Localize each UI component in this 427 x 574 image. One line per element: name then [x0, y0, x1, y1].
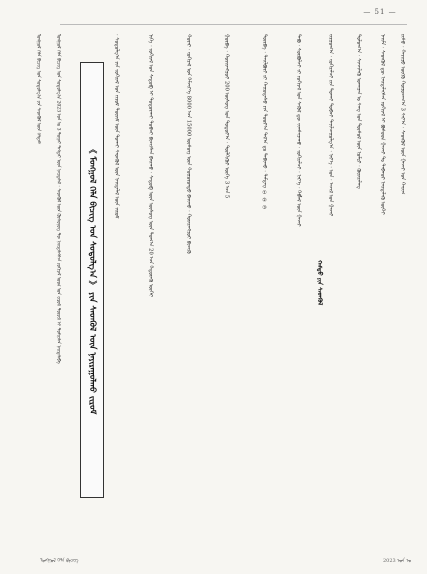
body-column-10: ᠶᠢᠰᠦ · ᠬᠠᠷᠢᠭᠤ ᠦᠭᠬᠦ ᠬᠤᠭᠤᠴᠠᠭ᠎ᠠ 3 ᠰᠠᠷ᠎ᠠ · ᠰᠡᠳᠬᠦᠯ ᠦᠨ ᠭᠠᠵᠠᠷ ᠤᠨ ᠬᠠᠶᠢᠭ [399, 34, 406, 195]
section-heading: ᠬᠠᠮᠲᠤ ᠶᠢᠨ ᠰᠡᠳᠬᠦᠯ [316, 260, 323, 306]
body-column-6: ᠲᠠᠪᠤ · ᠰᠤᠷᠪᠤᠯᠵᠢ ᠵᠢ ᠵᠣᠬᠢᠶᠠᠯ ᠤᠨ ᠰᠡᠭᠦᠯ ᠳᠦ ᠵᠢᠭᠰᠠᠭᠠᠬᠤ · ᠵᠣᠬᠢᠶᠠᠯᠴᠢ · ᠨᠡᠷ᠎ᠡ · ᠬᠡᠪᠯᠡᠯ ᠦᠨ ᠭᠠᠵᠠᠷ [295, 34, 302, 227]
footnote-column: ᠮᠣᠩᠭᠣᠯ ᠬᠡᠯᠡ ᠪᠢᠴᠢᠭ᠌ ᠤᠨ ᠰᠤᠳᠤᠯᠭ᠎ᠠ ᠶᠢᠨ ᠰᠡᠳᠬᠦᠯ ᠦᠨ ᠬᠡᠯᠲᠡᠰ [35, 34, 41, 145]
header-rule [60, 24, 407, 25]
article-title: 《 ᠮᠣᠩᠭᠣᠯ ᠬᠡᠯᠡ ᠪᠢᠴᠢᠭ᠌ ᠤᠨ ᠰᠤᠳᠤᠯᠭ᠎ᠠ 》 ᠶᠢᠨ ᠰᠡᠳᠬᠦᠯ ᠦᠨ ᠨᠠᠶᠢᠷᠠᠭᠤᠯᠬᠤ ᠵᠢᠷᠤᠮ [80, 62, 104, 498]
page-number: — 51 — [363, 8, 397, 16]
body-column-9: ᠨᠠᠢᠮᠠ · ᠰᠡᠳᠬᠦᠯ ᠳᠦ ᠨᠡᠢᠲᠡᠯᠡᠭᠰᠡᠨ ᠵᠣᠬᠢᠶᠠᠯ ᠢ ᠪᠤᠰᠤᠳ ᠭᠠᠵᠠᠷ ᠲᠤ ᠳᠠᠪᠬᠤᠷ ᠨᠡᠢᠲᠡᠯᠡᠬᠦ ᠦᠭᠡᠢ [379, 34, 386, 215]
body-column-3: ᠬᠣᠶᠠᠷ · ᠵᠣᠬᠢᠶᠠᠯ ᠤᠨ ᠬᠡᠮᠵᠢᠶ᠎ᠡ 8000 ᠡᠴᠡ 15000 ᠦᠰᠦᠭ ᠦᠨ ᠬᠣᠭᠣᠷᠣᠨᠳᠣ ᠪᠠᠢᠬᠤ · ᠬᠤᠷᠢᠶᠠᠩᠭᠤᠢ ᠪᠢᠴᠢᠬᠦ [185, 34, 192, 254]
body-column-2: ᠨᠢᠭᠡ · ᠵᠣᠬᠢᠶᠠᠯ ᠤᠨ ᠰᠡᠳᠦᠪ ᠢ ᠲᠣᠳᠣᠷᠬᠠᠢ ᠲᠣᠪᠴᠢ ᠪᠢᠴᠢᠭᠰᠡᠨ ᠪᠠᠢᠬᠤ · ᠰᠡᠳᠦᠪ ᠦᠨ ᠦᠰᠦᠭ ᠦᠨ ᠲᠣᠭ᠎ᠠ 20 ᠡᠴᠡ ᠬᠡᠲᠦᠷᠡᠬᠦ ᠦᠭᠡᠢ [147, 34, 154, 298]
intro-column-1: ᠮᠣᠩᠭᠣᠯ ᠬᠡᠯᠡ ᠪᠢᠴᠢᠭ᠌ ᠤᠨ ᠰᠤᠳᠤᠯᠭ᠎ᠠ 2023 ᠣᠨ ᠤ 3 ᠳᠤᠭᠠᠷ ᠳᠡᠭᠳᠡᠷ ᠦᠨ ᠨᠡᠢᠲᠡᠯᠡᠯ · ᠰᠡᠳᠬᠦᠯ ᠦᠨ ᠬᠦᠰᠦᠨᠦᠭ ᠲᠦ ᠨᠡᠢᠲᠡᠯᠡᠭᠰᠡᠨ ᠵᠣᠬᠢᠶᠠᠯ ᠤᠳ ᠤᠨ ᠵᠢᠷᠤᠮ ᠳᠦᠷᠢᠮ ᠢ ᠲᠣᠮᠢᠶᠠᠯᠠᠨ ᠨᠡᠢᠲᠡᠯᠡᠪᠡ [55, 34, 61, 364]
body-column-8: ᠳᠣᠯᠣᠭ᠎ᠠ · ᠰᠢᠨᠵᠢᠯᠡᠬᠦ ᠤᠬᠠᠭᠠᠨ ᠤ ᠰᠠᠩ ᠤᠨ ᠲᠥᠰᠦᠯ ᠦᠨ ᠨᠣᠮᠸᠷ · ᠬᠦᠷᠢᠶᠡᠯᠡᠩ [355, 34, 362, 189]
body-column-1: · ᠰᠤᠳᠤᠯᠭ᠎ᠠ ᠶᠢᠨ ᠵᠣᠬᠢᠶᠠᠯ ᠤᠨ ᠵᠢᠷᠤᠮ ᠳᠦᠷᠢᠮ ᠦᠨ ᠲᠤᠬᠠᠢ ᠰᠡᠳᠬᠦᠯ ᠦᠨ ᠨᠡᠢᠲᠡᠯᠡᠯ ᠦᠨ ᠵᠢᠷᠤᠮ [113, 34, 120, 219]
footer-journal-name: ᠮᠣᠩᠭᠣᠯ ᠬᠡᠯᠡ ᠪᠢᠴᠢᠭ᠌ [40, 558, 79, 564]
body-column-7: ᠵᠢᠷᠭᠤᠭ᠎ᠠ · ᠵᠣᠬᠢᠶᠠᠯᠴᠢ ᠶᠢᠨ ᠲᠤᠬᠠᠢ ᠲᠣᠪᠴᠢ ᠲᠠᠨᠢᠯᠴᠠᠭᠤᠯᠭ᠎ᠠ · ᠨᠡᠷ᠎ᠡ · ᠣᠨ · ᠠᠵᠢᠯ ᠤᠨ ᠭᠠᠵᠠᠷ [327, 34, 334, 217]
footer-issue: 2023 ᠣᠨ ᠤ [382, 558, 411, 564]
body-column-4: ᠭᠤᠷᠪᠠ · ᠬᠤᠷᠢᠶᠠᠩᠭᠤᠢ 200 ᠦᠰᠦᠭ ᠤᠨ ᠳᠣᠲᠣᠷ᠎ᠠ · ᠲᠦᠯᠬᠢᠭᠦᠷ ᠦᠭᠡ 3 ᠡᠴᠡ 5 [223, 34, 230, 199]
body-column-5: ᠳᠦᠷᠪᠡ · ᠲᠠᠢᠯᠪᠤᠷᠢ ᠶᠢ ᠬᠠᠭᠤᠳᠠᠰᠤ ᠶᠢᠨ ᠳᠣᠣᠷ᠎ᠠ ᠲᠠᠯ᠎ᠠ ᠳᠤ ᠲᠠᠪᠢᠬᠤ · ᠲᠡᠮᠳᠡᠭ ① ② ③ [261, 34, 268, 212]
